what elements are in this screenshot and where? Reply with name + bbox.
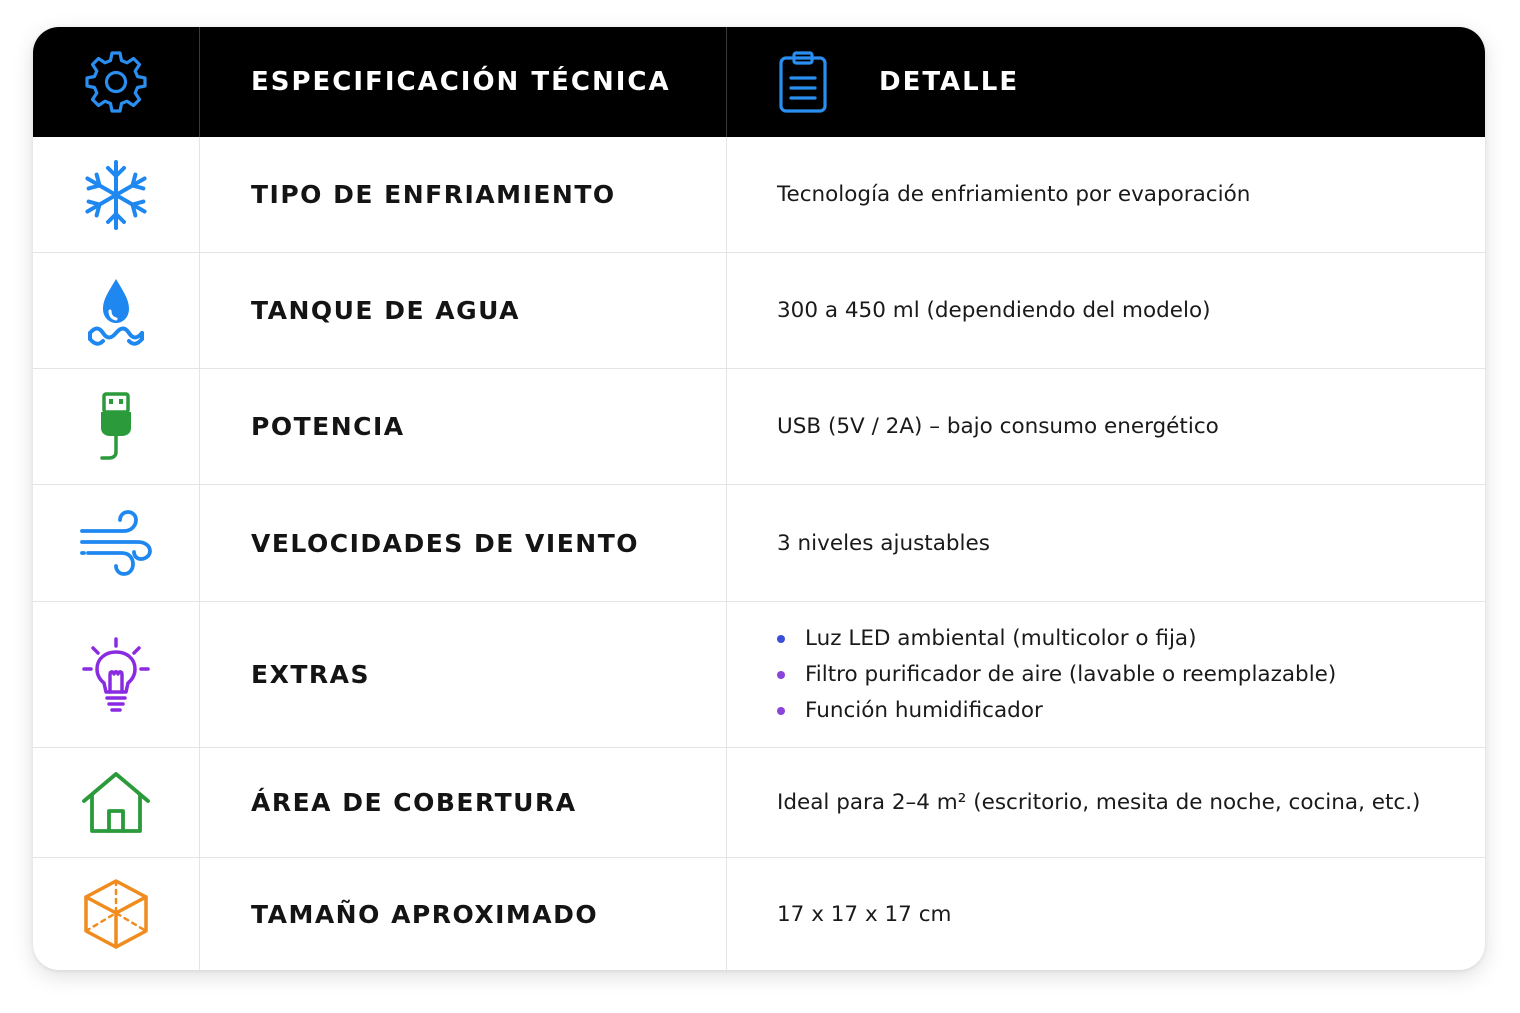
bullet-dot-icon [777,671,785,679]
list-item: Filtro purificador de aire (lavable o reemplazable) [777,657,1336,693]
water-drop-icon [85,275,147,347]
spec-label: TANQUE DE AGUA [251,296,520,325]
header-spec-label: ESPECIFICACIÓN TÉCNICA [251,67,671,97]
detail-value: 3 niveles ajustables [777,530,990,556]
header-detail-cell [727,27,1485,137]
spec-label: VELOCIDADES DE VIENTO [251,528,639,558]
usb-plug-icon [92,390,140,464]
detail-value: USB (5V / 2A) – bajo consumo energético [777,414,1219,439]
cube-icon [82,878,150,950]
table-row [33,137,1485,253]
table-row [33,858,1485,970]
table-row [33,485,1485,602]
bullet-dot-icon [777,707,785,715]
detail-value: 300 a 450 ml (dependiendo del modelo) [777,298,1211,323]
header-icon-cell [33,27,200,137]
table-row [33,748,1485,858]
header-detail-label: DETALLE [879,67,1020,97]
detail-value: Ideal para 2–4 m² (escritorio, mesita de noche, cocina, etc.) [777,790,1421,815]
table-row [33,253,1485,369]
wind-icon [78,509,154,577]
detail-value: 17 x 17 x 17 cm [777,901,952,927]
spec-label: TIPO DE ENFRIAMIENTO [251,180,616,209]
bullet-dot-icon [777,635,785,643]
spec-label: EXTRAS [251,660,371,689]
lightbulb-icon [81,637,151,713]
detail-value: Tecnología de enfriamiento por evaporación [777,182,1251,207]
spec-label: ÁREA DE COBERTURA [251,788,577,817]
header-spec-cell [200,27,727,137]
spec-label: TAMAÑO APROXIMADO [251,899,599,929]
snowflake-icon [81,158,151,232]
table-row [33,369,1485,485]
clipboard-icon [777,50,829,114]
spec-table [33,27,1485,970]
gear-icon [83,49,149,115]
spec-label: POTENCIA [251,412,405,441]
house-icon [81,771,151,835]
list-item: Función humidificador [777,693,1336,729]
list-item: Luz LED ambiental (multicolor o fija) [777,621,1336,657]
table-header [33,27,1485,137]
table-row [33,602,1485,748]
extras-list [777,621,1336,729]
